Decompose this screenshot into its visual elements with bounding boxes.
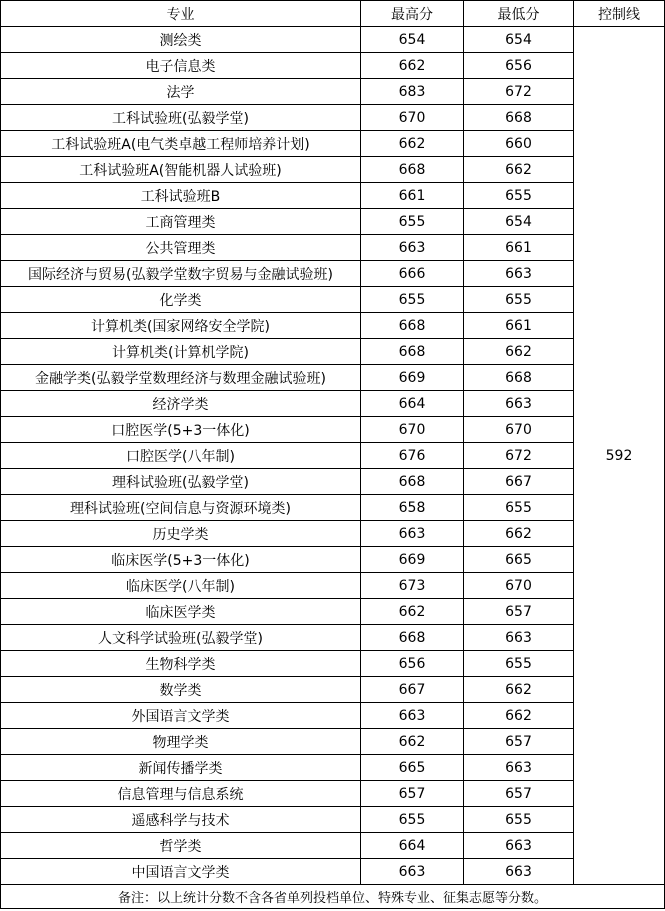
major-cell: 信息管理与信息系统 [1,781,361,807]
min-score-cell: 660 [464,131,574,157]
max-score-cell: 668 [361,469,464,495]
max-score-cell: 662 [361,53,464,79]
min-score-cell: 657 [464,781,574,807]
min-score-cell: 668 [464,105,574,131]
major-cell: 外国语言文学类 [1,703,361,729]
table-row [1,521,665,547]
max-score-cell: 662 [361,131,464,157]
major-cell: 理科试验班(空间信息与资源环境类) [1,495,361,521]
major-cell: 数学类 [1,677,361,703]
major-cell: 金融学类(弘毅学堂数理经济与数理金融试验班) [1,365,361,391]
min-score-cell: 656 [464,53,574,79]
table-row [1,339,665,365]
max-score-cell: 655 [361,287,464,313]
min-score-cell: 662 [464,521,574,547]
max-score-cell: 670 [361,105,464,131]
major-cell: 物理学类 [1,729,361,755]
min-score-cell: 663 [464,261,574,287]
table-row [1,391,665,417]
min-score-cell: 657 [464,599,574,625]
max-score-cell: 661 [361,183,464,209]
major-cell: 公共管理类 [1,235,361,261]
min-score-cell: 661 [464,313,574,339]
max-score-cell: 663 [361,521,464,547]
major-cell: 法学 [1,79,361,105]
major-cell: 哲学类 [1,833,361,859]
footnote: 备注：以上统计分数不含各省单列投档单位、特殊专业、征集志愿等分数。 [1,885,665,909]
max-score-cell: 662 [361,729,464,755]
table-row [1,209,665,235]
max-score-cell: 658 [361,495,464,521]
max-score-cell: 673 [361,573,464,599]
table-row [1,599,665,625]
max-score-cell: 655 [361,209,464,235]
max-score-cell: 667 [361,677,464,703]
min-score-cell: 663 [464,859,574,885]
footnote-row [1,885,665,909]
major-cell: 工科试验班A(智能机器人试验班) [1,157,361,183]
max-score-cell: 669 [361,547,464,573]
table-row [1,495,665,521]
table-row [1,313,665,339]
table-row [1,677,665,703]
table-row [1,573,665,599]
table-row [1,365,665,391]
min-score-cell: 663 [464,833,574,859]
min-score-cell: 655 [464,287,574,313]
major-cell: 临床医学(5+3一体化) [1,547,361,573]
major-cell: 工商管理类 [1,209,361,235]
table-row [1,469,665,495]
max-score-cell: 665 [361,755,464,781]
major-cell: 新闻传播学类 [1,755,361,781]
max-score-cell: 676 [361,443,464,469]
major-cell: 历史学类 [1,521,361,547]
table-row [1,157,665,183]
min-score-cell: 655 [464,495,574,521]
header-min-score: 最低分 [464,1,574,27]
max-score-cell: 657 [361,781,464,807]
table-row [1,755,665,781]
min-score-cell: 663 [464,755,574,781]
table-row [1,443,665,469]
min-score-cell: 663 [464,391,574,417]
min-score-cell: 663 [464,625,574,651]
table-row [1,547,665,573]
max-score-cell: 670 [361,417,464,443]
min-score-cell: 672 [464,79,574,105]
major-cell: 生物科学类 [1,651,361,677]
major-cell: 经济学类 [1,391,361,417]
max-score-cell: 654 [361,27,464,53]
major-cell: 临床医学(八年制) [1,573,361,599]
table-row [1,105,665,131]
table-row [1,53,665,79]
max-score-cell: 668 [361,313,464,339]
max-score-cell: 663 [361,859,464,885]
min-score-cell: 672 [464,443,574,469]
major-cell: 口腔医学(八年制) [1,443,361,469]
min-score-cell: 662 [464,157,574,183]
max-score-cell: 668 [361,625,464,651]
table-row [1,807,665,833]
control-line-cell: 592 [574,27,665,885]
min-score-cell: 665 [464,547,574,573]
table-row [1,27,665,53]
table-row [1,183,665,209]
max-score-cell: 656 [361,651,464,677]
header-major: 专业 [1,1,361,27]
table-row [1,833,665,859]
header-control-line: 控制线 [574,1,665,27]
max-score-cell: 662 [361,599,464,625]
major-cell: 中国语言文学类 [1,859,361,885]
table-row [1,781,665,807]
max-score-cell: 668 [361,157,464,183]
table-row [1,729,665,755]
table-row [1,287,665,313]
min-score-cell: 662 [464,339,574,365]
major-cell: 临床医学类 [1,599,361,625]
min-score-cell: 670 [464,573,574,599]
min-score-cell: 654 [464,209,574,235]
table-row [1,625,665,651]
max-score-cell: 668 [361,339,464,365]
max-score-cell: 669 [361,365,464,391]
major-cell: 测绘类 [1,27,361,53]
table-header [1,1,665,27]
major-cell: 化学类 [1,287,361,313]
major-cell: 工科试验班B [1,183,361,209]
min-score-cell: 655 [464,651,574,677]
min-score-cell: 654 [464,27,574,53]
table-footer [1,885,665,909]
major-cell: 工科试验班A(电气类卓越工程师培养计划) [1,131,361,157]
min-score-cell: 670 [464,417,574,443]
major-cell: 工科试验班(弘毅学堂) [1,105,361,131]
major-cell: 理科试验班(弘毅学堂) [1,469,361,495]
table-row [1,651,665,677]
min-score-cell: 655 [464,183,574,209]
header-row [1,1,665,27]
max-score-cell: 683 [361,79,464,105]
major-cell: 遥感科学与技术 [1,807,361,833]
min-score-cell: 662 [464,677,574,703]
min-score-cell: 655 [464,807,574,833]
min-score-cell: 667 [464,469,574,495]
table-row [1,235,665,261]
min-score-cell: 662 [464,703,574,729]
major-cell: 计算机类(国家网络安全学院) [1,313,361,339]
table-row [1,417,665,443]
header-max-score: 最高分 [361,1,464,27]
max-score-cell: 666 [361,261,464,287]
table-row [1,703,665,729]
max-score-cell: 663 [361,703,464,729]
table-row [1,859,665,885]
min-score-cell: 657 [464,729,574,755]
max-score-cell: 655 [361,807,464,833]
table-row [1,79,665,105]
max-score-cell: 664 [361,833,464,859]
min-score-cell: 661 [464,235,574,261]
max-score-cell: 663 [361,235,464,261]
major-cell: 计算机类(计算机学院) [1,339,361,365]
table-row [1,261,665,287]
major-cell: 口腔医学(5+3一体化) [1,417,361,443]
major-cell: 电子信息类 [1,53,361,79]
major-cell: 人文科学试验班(弘毅学堂) [1,625,361,651]
min-score-cell: 668 [464,365,574,391]
max-score-cell: 664 [361,391,464,417]
table-row [1,131,665,157]
major-cell: 国际经济与贸易(弘毅学堂数字贸易与金融试验班) [1,261,361,287]
table-body [1,27,665,885]
